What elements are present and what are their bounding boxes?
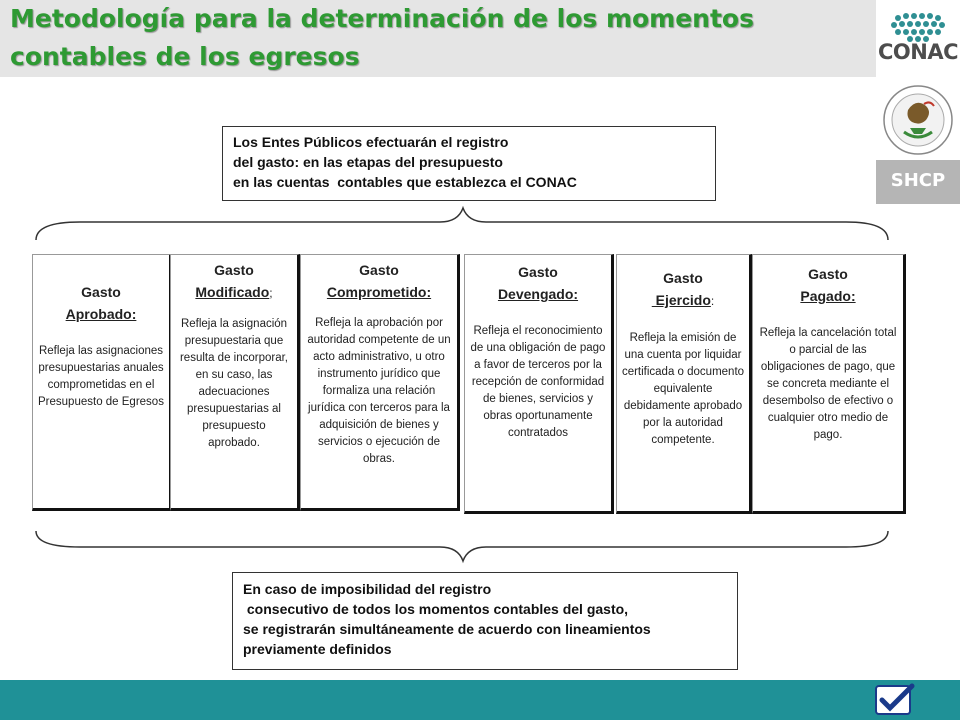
card-description: Refleja la cancelación total o parcial de las obligaciones de pago, que se concreta mediante el desembolso de efectivo o cualquier otro medio de pago. [759, 327, 897, 441]
footer-band [0, 680, 960, 720]
card-title: Gasto [663, 270, 703, 286]
title-line-2: contables de los egresos [10, 42, 360, 71]
conac-logo-text: CONAC [877, 40, 958, 64]
card-subtitle: Modificado; [195, 284, 273, 300]
top-note [222, 126, 716, 201]
card-description: Refleja las asignaciones presupuestarias anuales comprometidas en el Presupuesto de Egresos [38, 345, 164, 408]
card-subtitle: Aprobado: [65, 306, 137, 322]
mexican-seal-icon [880, 80, 956, 158]
bottom-note-line: previamente definidos [243, 641, 392, 657]
title-line-1: Metodología para la determinación de los momentos [10, 4, 754, 33]
top-note-line: del gasto: en las etapas del presupuesto [233, 154, 503, 170]
card-gasto-ejercido [616, 254, 752, 514]
card-title: Gasto [359, 262, 399, 278]
bottom-note-line: se registrarán simultáneamente de acuerdo con lineamientos [243, 621, 651, 637]
bottom-note-line: consecutivo de todos los momentos contables del gasto, [243, 601, 629, 617]
card-gasto-pagado [752, 254, 906, 514]
card-subtitle: Comprometido: [326, 284, 432, 300]
shcp-logo-text: SHCP [890, 170, 946, 191]
bottom-note [232, 572, 738, 670]
card-title: Gasto [808, 266, 848, 282]
card-description: Refleja la emisión de una cuenta por liquidar certificada o documento equivalente debidamente aprobado por la autoridad competente. [621, 332, 745, 446]
page-title [10, 0, 870, 76]
card-subtitle: Devengado: [497, 286, 579, 302]
card-description: Refleja la aprobación por autoridad competente de un acto administrativo, u otro instrumento jurídico que formaliza una relación jurídica con terceros para la adquisición de bienes y servicios o ejecución de obras. [307, 317, 451, 465]
card-gasto-comprometido [300, 254, 460, 511]
bottom-note-line: En caso de imposibilidad del registro [243, 581, 492, 597]
card-title: Gasto [214, 262, 254, 278]
top-note-line: Los Entes Públicos efectuarán el registro [233, 134, 509, 150]
card-gasto-aprobado [32, 254, 172, 511]
card-description: Refleja el reconocimiento de una obligación de pago a favor de terceros por la recepción de conformidad de bienes, servicios y obras oportunamente contratados [470, 325, 606, 439]
card-title: Gasto [81, 284, 121, 300]
card-description: Refleja la asignación presupuestaria que resulta de incorporar, en su caso, las adecuaciones presupuestarias al presupuesto aprobado. [179, 318, 289, 449]
top-brace [0, 200, 960, 250]
top-note-line: en las cuentas contables que establezca el CONAC [233, 174, 577, 190]
card-gasto-devengado [464, 254, 614, 514]
card-gasto-modificado [170, 254, 300, 511]
card-subtitle: Pagado: [800, 288, 856, 304]
card-subtitle: Ejercido: [651, 292, 715, 308]
bottom-brace [0, 515, 960, 565]
card-title: Gasto [518, 264, 558, 280]
checkmark-logo-icon [872, 682, 920, 718]
